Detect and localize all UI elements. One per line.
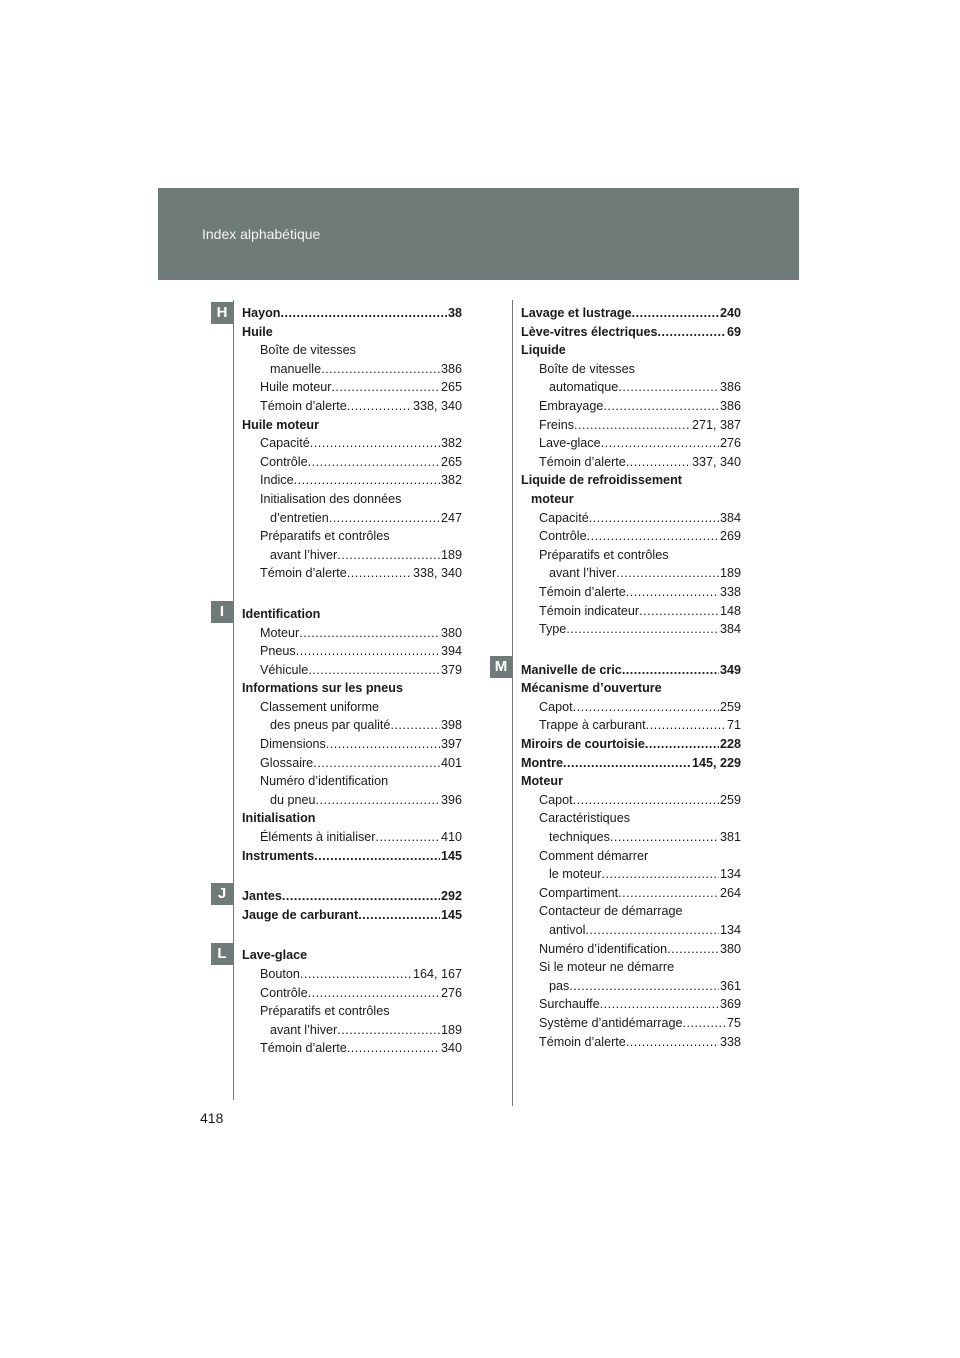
- letter-tab-j: J: [211, 883, 233, 905]
- entry-page: 148: [719, 603, 741, 618]
- index-column-right: [521, 304, 741, 1051]
- entry-label: automatique: [549, 380, 619, 395]
- entry-page: 259: [719, 792, 741, 807]
- entry-label: d’entretien: [270, 510, 329, 525]
- section-gap: [521, 639, 741, 661]
- dot-leader: [376, 828, 440, 847]
- entry-label: manuelle: [270, 361, 322, 376]
- entry-label: Capot: [539, 792, 573, 807]
- entry-page: 228: [719, 737, 741, 752]
- entry-label: Contrôle: [260, 454, 308, 469]
- entry-page: 69: [726, 324, 741, 339]
- index-entry: [242, 360, 462, 379]
- dot-leader: [639, 602, 719, 621]
- entry-label: Témoin d’alerte: [260, 566, 347, 581]
- index-entry: [521, 995, 741, 1014]
- entry-page: 134: [719, 867, 741, 882]
- entry-page: 410: [440, 830, 462, 845]
- entry-label: Hayon: [242, 306, 281, 320]
- dot-leader: [626, 453, 691, 472]
- entry-label: Capacité: [260, 436, 310, 451]
- entry-page: 382: [440, 473, 462, 488]
- dot-leader: [683, 1014, 726, 1033]
- dot-leader: [667, 940, 719, 959]
- dot-leader: [589, 509, 719, 528]
- index-heading: Initialisation: [242, 811, 316, 826]
- index-entry: [521, 940, 741, 959]
- entry-page: 349: [719, 662, 741, 677]
- entry-label: Capot: [539, 699, 573, 714]
- dot-leader: [321, 360, 440, 379]
- entry-label: des pneus par qualité: [270, 718, 391, 733]
- entry-label: Compartiment: [539, 885, 619, 900]
- index-entry: [242, 397, 462, 416]
- dot-leader: [326, 735, 440, 754]
- index-entry: [521, 884, 741, 903]
- entry-page: 292: [440, 889, 462, 904]
- index-heading: Identification: [242, 606, 321, 621]
- index-subheading: Préparatifs et contrôles: [260, 1004, 390, 1019]
- entry-page: 361: [719, 978, 741, 993]
- index-heading: moteur: [531, 491, 574, 506]
- entry-page: 379: [440, 662, 462, 677]
- dot-leader: [281, 304, 447, 323]
- dot-leader: [308, 661, 440, 680]
- index-entry: [242, 716, 462, 735]
- dot-leader: [294, 471, 440, 490]
- entry-label: Type: [539, 622, 567, 637]
- entry-page: 381: [719, 830, 741, 845]
- index-entry: [242, 906, 462, 925]
- index-entry: [521, 583, 741, 602]
- index-entry: [521, 509, 741, 528]
- index-entry: [242, 509, 462, 528]
- entry-page: 269: [719, 529, 741, 544]
- entry-page: 397: [440, 737, 462, 752]
- entry-page: 265: [440, 454, 462, 469]
- letter-tab-m: M: [490, 656, 512, 678]
- index-entry: [242, 1021, 462, 1040]
- dot-leader: [569, 977, 719, 996]
- index-subheading: Classement uniforme: [260, 699, 379, 714]
- dot-leader: [618, 378, 719, 397]
- dot-leader: [347, 397, 412, 416]
- index-entry: [242, 661, 462, 680]
- index-subheading: Comment démarrer: [539, 848, 649, 863]
- entry-label: Lave-glace: [539, 436, 601, 451]
- index-entry: [521, 1014, 741, 1033]
- index-entry: [521, 397, 741, 416]
- index-entry: [242, 642, 462, 661]
- index-entry: [521, 977, 741, 996]
- dot-leader: [358, 906, 440, 925]
- entry-page: 265: [440, 380, 462, 395]
- entry-page: 394: [440, 644, 462, 659]
- dot-leader: [313, 754, 440, 773]
- entry-label: Moteur: [260, 625, 300, 640]
- index-entry: [521, 754, 741, 773]
- section-gap: [242, 865, 462, 887]
- index-entry: [242, 304, 462, 323]
- index-entry: [521, 698, 741, 717]
- entry-label: Numéro d’identification: [539, 941, 668, 956]
- dot-leader: [658, 323, 726, 342]
- entry-label: Trappe à carburant: [539, 718, 646, 733]
- index-entry: [521, 323, 741, 342]
- entry-label: le moteur: [549, 867, 602, 882]
- page-header: [158, 188, 799, 280]
- entry-page: 401: [440, 755, 462, 770]
- entry-page: 369: [719, 997, 741, 1012]
- dot-leader: [626, 1033, 719, 1052]
- index-entry: [521, 304, 741, 323]
- dot-leader: [616, 564, 719, 583]
- letter-tab-i: I: [211, 601, 233, 623]
- entry-label: Glossaire: [260, 755, 314, 770]
- index-heading: Moteur: [521, 774, 563, 789]
- entry-label: Huile moteur: [260, 380, 332, 395]
- index-entry: [521, 416, 741, 435]
- entry-page: 75: [726, 1015, 741, 1030]
- index-entry: [242, 434, 462, 453]
- index-entry: [242, 624, 462, 643]
- index-heading: Liquide: [521, 343, 566, 358]
- dot-leader: [622, 661, 719, 680]
- entry-page: 384: [719, 510, 741, 525]
- index-entry: [242, 564, 462, 583]
- entry-label: Contrôle: [539, 529, 587, 544]
- entry-label: Témoin d’alerte: [539, 1034, 626, 1049]
- entry-page: 386: [719, 380, 741, 395]
- dot-leader: [337, 1021, 440, 1040]
- entry-page: 240: [719, 306, 741, 320]
- entry-label: Instruments: [242, 848, 315, 863]
- section-title: Index alphabétique: [202, 226, 321, 242]
- entry-page: 145: [440, 848, 462, 863]
- index-subheading: Boîte de vitesses: [260, 343, 356, 358]
- entry-page: 134: [719, 923, 741, 937]
- index-entry: [521, 527, 741, 546]
- entry-label: antivol: [549, 923, 586, 937]
- entry-label: Contrôle: [260, 985, 308, 1000]
- dot-leader: [618, 884, 719, 903]
- index-entry: [242, 887, 462, 906]
- entry-page: 386: [440, 361, 462, 376]
- dot-leader: [314, 847, 440, 866]
- index-entry: [242, 546, 462, 565]
- entry-label: Surchauffe: [539, 997, 600, 1012]
- dot-leader: [587, 527, 719, 546]
- entry-label: Pneus: [260, 644, 296, 659]
- dot-leader: [337, 546, 440, 565]
- column-divider-middle: [512, 300, 513, 1106]
- entry-page: 380: [719, 941, 741, 956]
- index-entry: [521, 602, 741, 621]
- entry-page: 276: [719, 436, 741, 451]
- entry-label: techniques: [549, 830, 610, 845]
- entry-label: Lavage et lustrage: [521, 306, 632, 320]
- entry-page: 189: [440, 1022, 462, 1037]
- entry-page: 380: [440, 625, 462, 640]
- index-entry: [521, 378, 741, 397]
- index-heading: Liquide de refroidissement: [521, 473, 682, 488]
- index-entry: [521, 921, 741, 940]
- dot-leader: [585, 921, 719, 940]
- entry-page: 396: [440, 792, 462, 807]
- index-entry: [242, 984, 462, 1003]
- dot-leader: [300, 965, 412, 984]
- index-subheading: Initialisation des données: [260, 491, 402, 506]
- index-subheading: Numéro d’identification: [260, 774, 389, 789]
- entry-label: Freins: [539, 417, 574, 432]
- dot-leader: [574, 416, 691, 435]
- entry-label: Montre: [521, 755, 563, 770]
- index-entry: [521, 564, 741, 583]
- dot-leader: [645, 735, 719, 754]
- entry-page: 38: [447, 306, 462, 320]
- index-entry: [521, 791, 741, 810]
- dot-leader: [390, 716, 440, 735]
- entry-label: avant l’hiver: [270, 547, 338, 562]
- dot-leader: [563, 754, 691, 773]
- entry-page: 271, 387: [691, 417, 741, 432]
- index-entry: [521, 434, 741, 453]
- entry-label: du pneu: [270, 792, 316, 807]
- entry-label: Éléments à initialiser: [260, 830, 376, 845]
- column-divider-left: [233, 300, 234, 1100]
- index-entry: [242, 791, 462, 810]
- section-gap: [242, 583, 462, 605]
- dot-leader: [603, 397, 719, 416]
- letter-tab-h: H: [211, 302, 233, 324]
- index-entry: [521, 735, 741, 754]
- entry-label: Véhicule: [260, 662, 309, 677]
- entry-label: Témoin d’alerte: [539, 454, 626, 469]
- entry-label: Système d’antidémarrage: [539, 1015, 683, 1030]
- index-entry: [521, 716, 741, 735]
- index-heading: Huile: [242, 324, 273, 339]
- entry-label: Dimensions: [260, 737, 326, 752]
- index-heading: Huile moteur: [242, 417, 319, 432]
- index-entry: [242, 378, 462, 397]
- entry-label: Embrayage: [539, 398, 604, 413]
- index-entry: [242, 471, 462, 490]
- index-entry: [242, 828, 462, 847]
- entry-page: 145: [440, 907, 462, 922]
- index-entry: [521, 661, 741, 680]
- index-entry: [242, 847, 462, 866]
- entry-page: 338, 340: [412, 398, 462, 413]
- index-subheading: Si le moteur ne démarre: [539, 960, 675, 975]
- dot-leader: [601, 434, 719, 453]
- dot-leader: [316, 791, 440, 810]
- dot-leader: [573, 698, 719, 717]
- entry-label: Témoin d’alerte: [260, 398, 347, 413]
- dot-leader: [329, 509, 440, 528]
- index-subheading: Préparatifs et contrôles: [539, 547, 669, 562]
- entry-page: 340: [440, 1041, 462, 1056]
- dot-leader: [331, 378, 440, 397]
- entry-label: Bouton: [260, 967, 300, 981]
- entry-page: 71: [726, 718, 741, 733]
- entry-label: Manivelle de cric: [521, 662, 622, 677]
- entry-page: 382: [440, 436, 462, 451]
- entry-page: 259: [719, 699, 741, 714]
- index-subheading: Caractéristiques: [539, 811, 630, 826]
- entry-page: 337, 340: [691, 454, 741, 469]
- entry-label: Témoin indicateur: [539, 603, 640, 618]
- dot-leader: [632, 304, 719, 323]
- index-column-left: [242, 304, 462, 1058]
- index-entry: [521, 453, 741, 472]
- entry-label: Lève-vitres électriques: [521, 324, 658, 339]
- dot-leader: [282, 887, 440, 906]
- entry-label: Jantes: [242, 889, 282, 904]
- index-subheading: Contacteur de démarrage: [539, 904, 683, 919]
- index-entry: [242, 735, 462, 754]
- dot-leader: [600, 995, 719, 1014]
- index-entry: [521, 865, 741, 884]
- entry-label: avant l’hiver: [270, 1022, 338, 1037]
- entry-page: 386: [719, 398, 741, 413]
- entry-page: 164, 167: [412, 967, 462, 981]
- entry-label: Témoin d’alerte: [539, 584, 626, 599]
- entry-page: 338, 340: [412, 566, 462, 581]
- entry-page: 264: [719, 885, 741, 900]
- dot-leader: [299, 624, 440, 643]
- index-entry: [521, 828, 741, 847]
- index-entry: [521, 620, 741, 639]
- dot-leader: [566, 620, 719, 639]
- entry-label: Miroirs de courtoisie: [521, 737, 645, 752]
- index-entry: [242, 453, 462, 472]
- entry-page: 338: [719, 584, 741, 599]
- dot-leader: [296, 642, 440, 661]
- dot-leader: [308, 453, 440, 472]
- entry-label: avant l’hiver: [549, 566, 617, 581]
- dot-leader: [626, 583, 719, 602]
- entry-label: Capacité: [539, 510, 589, 525]
- dot-leader: [610, 828, 719, 847]
- entry-page: 384: [719, 622, 741, 637]
- index-entry: [242, 1039, 462, 1058]
- entry-page: 247: [440, 510, 462, 525]
- index-entry: [242, 965, 462, 984]
- index-heading: Lave-glace: [242, 948, 308, 963]
- index-entry: [521, 1033, 741, 1052]
- entry-page: 189: [719, 566, 741, 581]
- entry-label: Indice: [260, 473, 294, 488]
- entry-page: 145, 229: [691, 755, 741, 770]
- index-subheading: Préparatifs et contrôles: [260, 529, 390, 544]
- dot-leader: [308, 984, 440, 1003]
- index-heading: Informations sur les pneus: [242, 681, 403, 696]
- dot-leader: [602, 865, 719, 884]
- entry-page: 338: [719, 1034, 741, 1049]
- index-heading: Mécanisme d’ouverture: [521, 681, 662, 696]
- letter-tab-l: L: [211, 943, 233, 965]
- entry-page: 276: [440, 985, 462, 1000]
- entry-label: pas: [549, 978, 570, 993]
- entry-label: Jauge de carburant: [242, 907, 359, 922]
- dot-leader: [573, 791, 719, 810]
- page-number: 418: [200, 1110, 224, 1126]
- entry-page: 398: [440, 718, 462, 733]
- dot-leader: [646, 716, 726, 735]
- dot-leader: [310, 434, 440, 453]
- index-entry: [242, 754, 462, 773]
- dot-leader: [347, 1039, 440, 1058]
- entry-label: Témoin d’alerte: [260, 1041, 347, 1056]
- entry-page: 189: [440, 547, 462, 562]
- dot-leader: [347, 564, 412, 583]
- section-gap: [242, 924, 462, 946]
- index-subheading: Boîte de vitesses: [539, 361, 635, 376]
